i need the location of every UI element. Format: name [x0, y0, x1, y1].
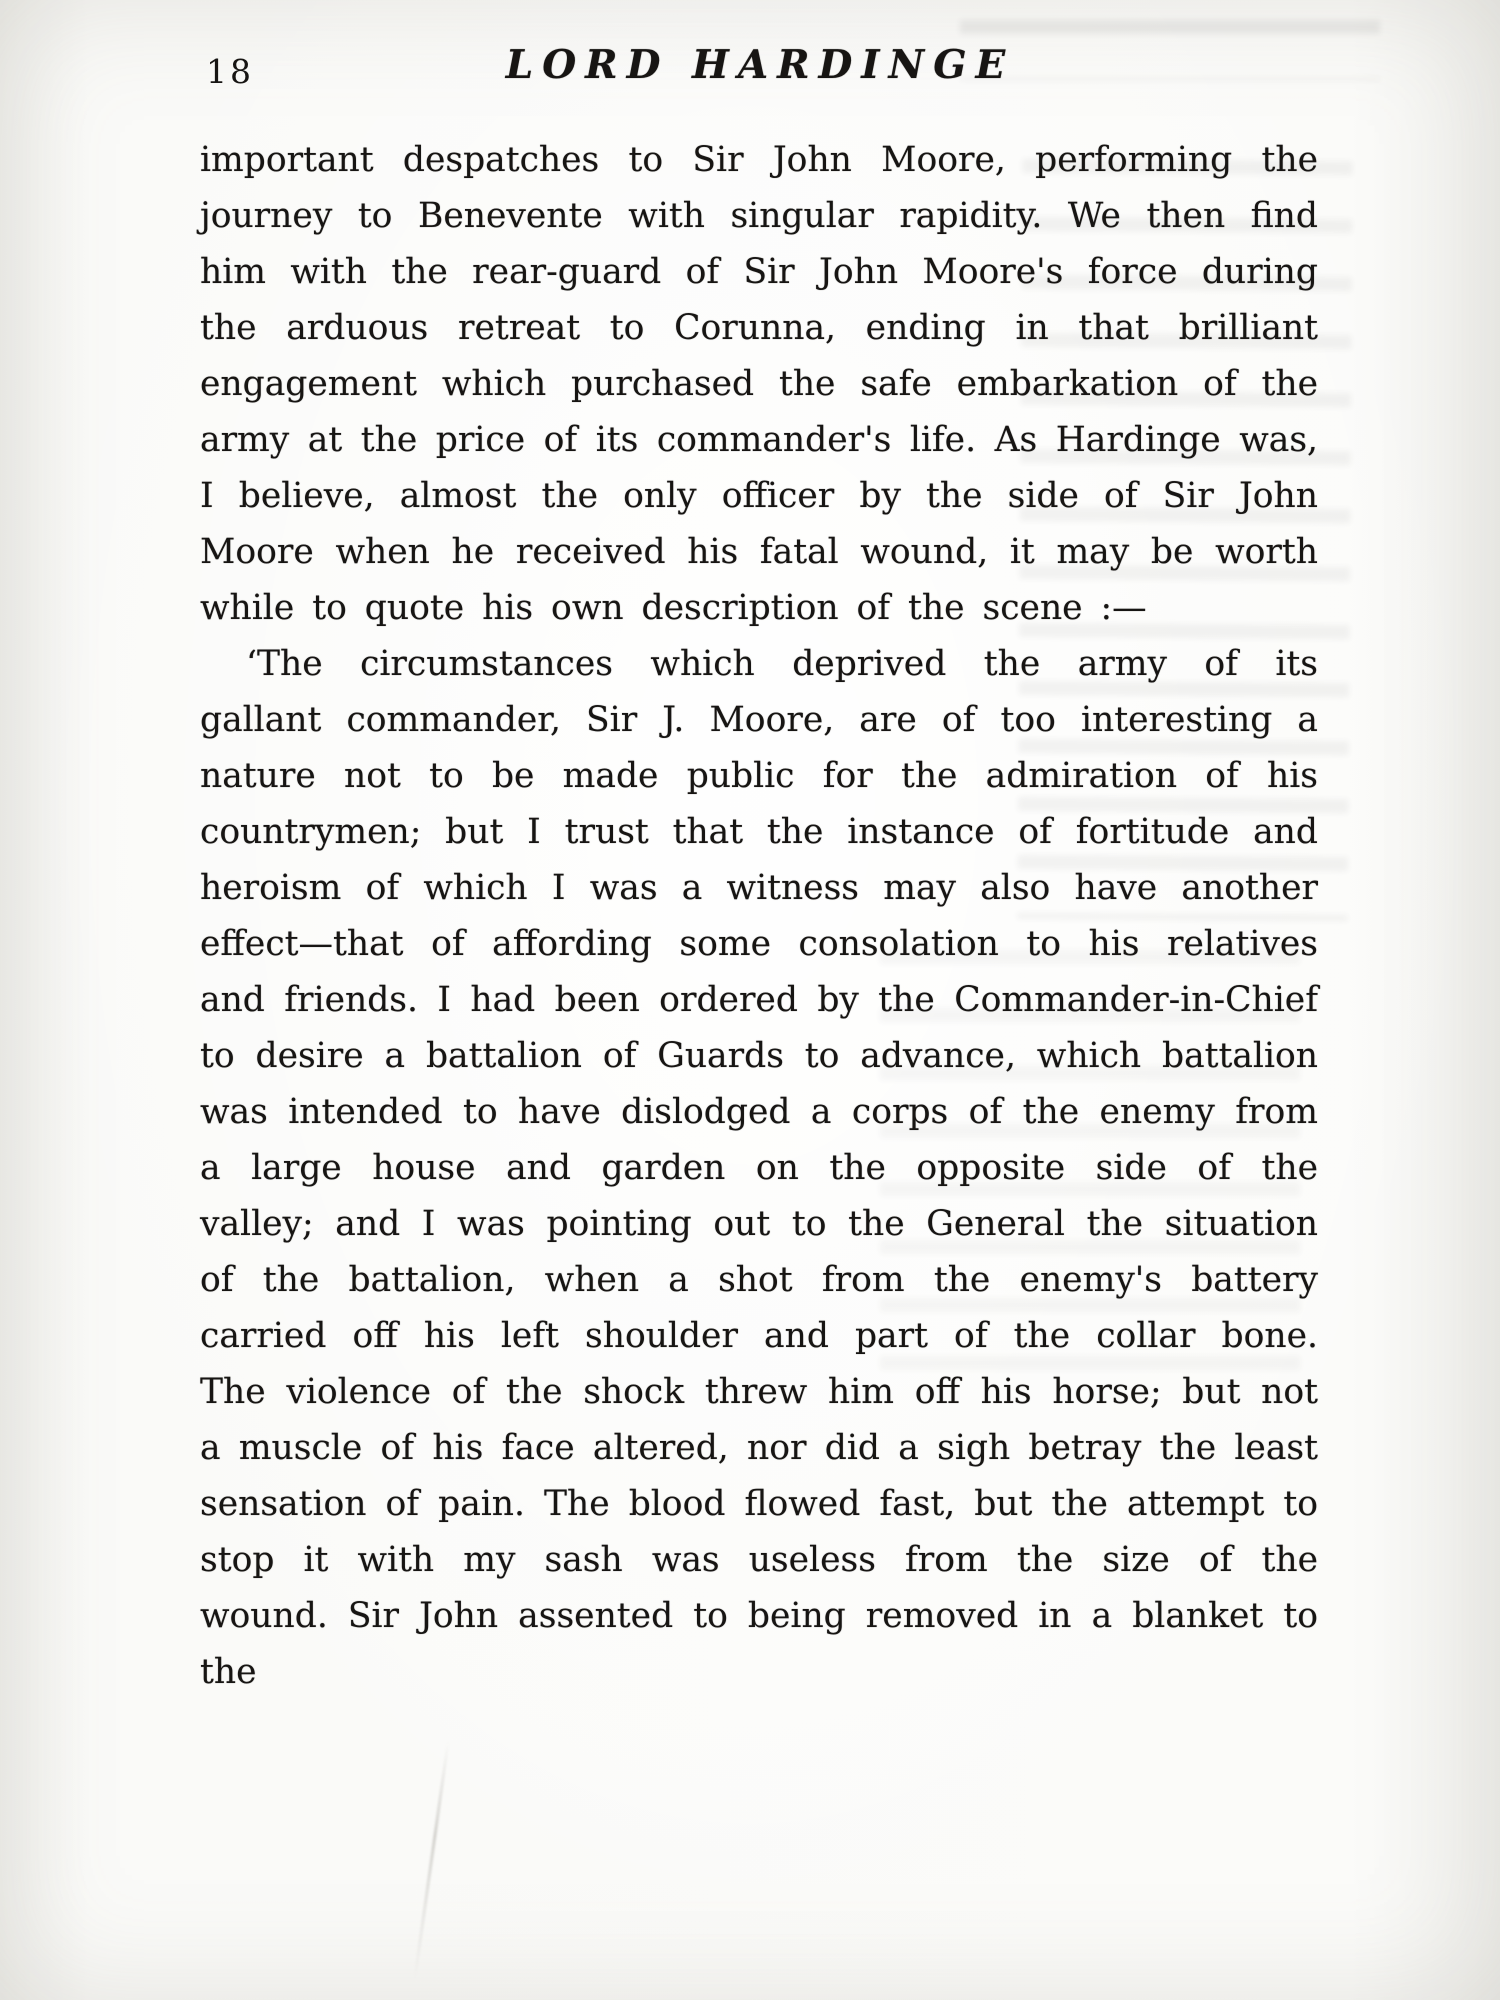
running-header — [200, 42, 1320, 98]
paragraph-continuation: important despatches to Sir John Moore, performing the journey to Benevente with singular rapidity. We then find him with the rear-guard of Sir John Moore's force during the arduous retreat to Corunna, ending in that brilliant engagement which purchased the safe embarkation of the army at the price of its commander's life. As Hardinge was, I believe, almost the only officer by the side of Sir John Moore when he received his fatal wound, it may be worth while to quote his own description of the scene :— — [200, 140, 1318, 628]
page-number: 18 — [206, 52, 254, 91]
paragraph-quotation: ‘The circumstances which deprived the army of its gallant commander, Sir J. Moore, are of too interesting a nature not to be made public for the admiration of his countrymen; but I trust that the instance of fortitude and heroism of which I was a witness may also have another effect—that of affording some consolation to his relatives and friends. I had been ordered by the Commander-in-Chief to desire a battalion of Guards to advance, which battalion was intended to have dislodged a corps of the enemy from a large house and garden on the opposite side of the valley; and I was pointing out to the General the situation of the battalion, when a shot from the enemy's battery carried off his left shoulder and part of the collar bone. The violence of the shock threw him off his horse; but not a muscle of his face altered, nor did a sigh betray the least sensation of pain. The blood flowed fast, but the attempt to stop it with my sash was useless from the size of the wound. Sir John assented to being removed in a blanket to the — [200, 644, 1318, 1692]
paper-crease-artifact — [413, 1741, 449, 1979]
body-text — [200, 132, 1318, 1700]
running-header-title: LORD HARDINGE — [505, 42, 1015, 88]
